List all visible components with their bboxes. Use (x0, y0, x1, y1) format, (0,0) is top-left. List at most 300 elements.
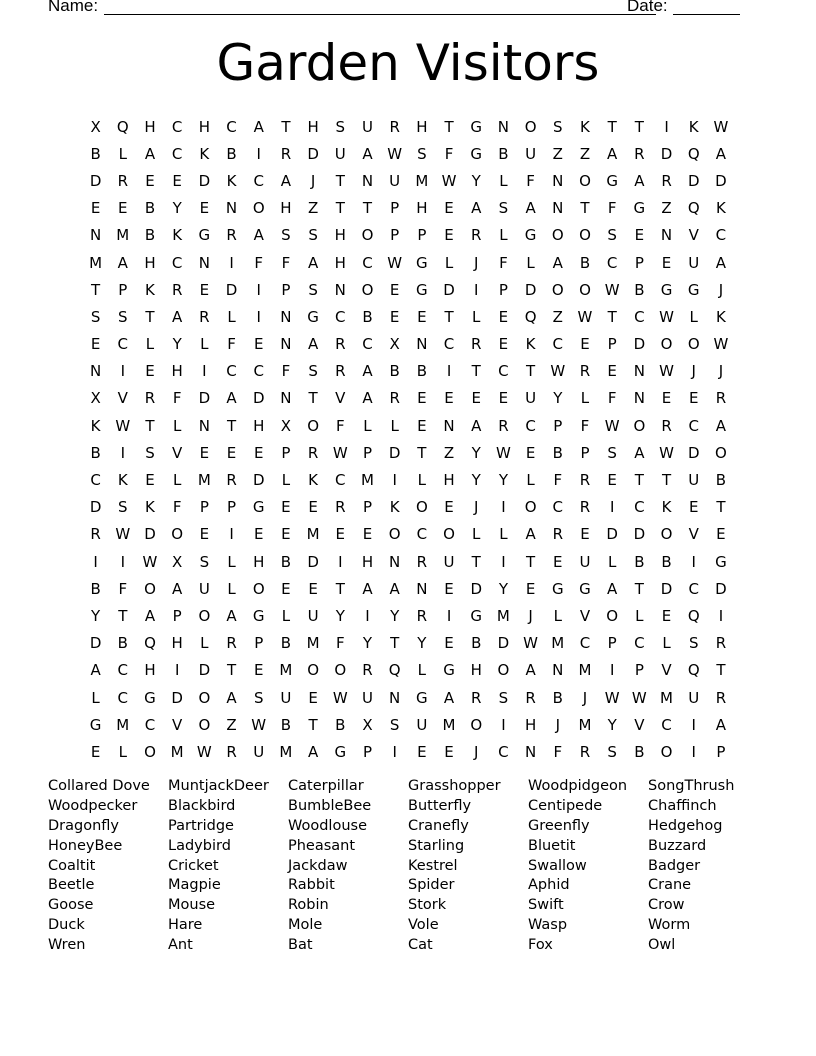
grid-letter[interactable]: R (471, 226, 482, 245)
grid-letter[interactable]: R (171, 280, 183, 299)
grid-letter[interactable]: B (471, 634, 482, 653)
grid-letter[interactable]: E (444, 742, 454, 761)
grid-letter[interactable]: L (363, 416, 372, 435)
grid-letter[interactable]: I (609, 498, 615, 517)
grid-letter[interactable]: R (335, 498, 346, 517)
grid-letter[interactable]: O (361, 226, 374, 245)
grid-letter[interactable]: H (524, 715, 537, 734)
grid-letter[interactable]: E (145, 471, 155, 490)
grid-letter[interactable]: E (444, 579, 454, 598)
grid-letter[interactable]: N (198, 416, 210, 435)
grid-letter[interactable]: W (115, 416, 131, 435)
grid-letter[interactable]: P (362, 742, 372, 761)
grid-letter[interactable]: A (525, 525, 536, 544)
grid-letter[interactable]: P (498, 280, 508, 299)
grid-letter[interactable]: Z (307, 199, 319, 218)
grid-letter[interactable]: M (660, 688, 673, 707)
grid-letter[interactable]: K (199, 144, 210, 163)
grid-letter[interactable]: O (198, 606, 211, 625)
grid-letter[interactable]: G (198, 226, 211, 245)
grid-letter[interactable]: D (633, 525, 646, 544)
grid-letter[interactable]: B (335, 715, 346, 734)
grid-letter[interactable]: Q (116, 117, 129, 136)
grid-letter[interactable]: N (552, 199, 564, 218)
grid-letter[interactable]: G (144, 688, 156, 707)
grid-letter[interactable]: R (226, 742, 237, 761)
grid-letter[interactable]: A (552, 253, 563, 272)
grid-letter[interactable]: O (388, 525, 401, 544)
grid-letter[interactable]: J (691, 362, 696, 381)
grid-letter[interactable]: N (389, 688, 401, 707)
grid-letter[interactable]: Q (687, 199, 700, 218)
grid-letter[interactable]: M (578, 715, 592, 734)
grid-letter[interactable]: O (307, 661, 319, 680)
grid-letter[interactable]: U (525, 389, 537, 408)
grid-letter[interactable]: F (444, 144, 454, 163)
grid-letter[interactable]: O (497, 661, 510, 680)
grid-letter[interactable]: S (118, 498, 128, 517)
grid-letter[interactable]: D (198, 661, 211, 680)
grid-letter[interactable]: S (498, 688, 509, 707)
date-input-line[interactable] (673, 14, 740, 15)
grid-letter[interactable]: A (253, 226, 264, 245)
grid-letter[interactable]: T (145, 416, 155, 435)
grid-letter[interactable]: O (443, 525, 455, 544)
grid-letter[interactable]: I (609, 661, 615, 680)
grid-letter[interactable]: D (687, 443, 700, 462)
grid-letter[interactable]: P (607, 634, 617, 653)
grid-letter[interactable]: O (144, 579, 156, 598)
grid-letter[interactable]: N (416, 335, 428, 354)
grid-letter[interactable]: C (253, 362, 264, 381)
grid-letter[interactable]: C (335, 307, 346, 326)
grid-letter[interactable]: W (332, 443, 348, 462)
grid-letter[interactable]: T (308, 389, 318, 408)
grid-letter[interactable]: M (442, 715, 456, 734)
grid-letter[interactable]: W (387, 144, 403, 163)
grid-letter[interactable]: S (607, 226, 617, 245)
grid-letter[interactable]: I (446, 606, 452, 625)
grid-letter[interactable]: C (688, 579, 699, 598)
grid-letter[interactable]: O (334, 661, 347, 680)
grid-letter[interactable]: E (90, 335, 101, 354)
grid-letter[interactable]: D (144, 525, 156, 544)
grid-letter[interactable]: T (335, 199, 345, 218)
grid-letter[interactable]: S (498, 199, 509, 218)
grid-letter[interactable]: D (660, 144, 673, 163)
grid-letter[interactable]: D (252, 471, 265, 490)
grid-letter[interactable]: V (117, 389, 128, 408)
grid-letter[interactable]: P (227, 498, 237, 517)
grid-letter[interactable]: I (120, 362, 125, 381)
grid-letter[interactable]: L (472, 307, 481, 326)
grid-letter[interactable]: F (227, 335, 236, 354)
grid-letter[interactable]: J (718, 362, 724, 381)
grid-letter[interactable]: H (416, 199, 428, 218)
grid-letter[interactable]: L (281, 471, 291, 490)
grid-letter[interactable]: Y (172, 335, 182, 354)
grid-letter[interactable]: Q (687, 661, 700, 680)
grid-letter[interactable]: C (362, 253, 373, 272)
grid-letter[interactable]: I (691, 742, 696, 761)
grid-letter[interactable]: I (501, 498, 506, 517)
grid-letter[interactable]: Y (471, 171, 481, 190)
grid-letter[interactable]: Q (524, 307, 537, 326)
grid-letter[interactable]: R (661, 171, 672, 190)
grid-letter[interactable]: W (550, 362, 566, 381)
grid-letter[interactable]: T (390, 634, 400, 653)
grid-letter[interactable]: D (89, 634, 102, 653)
grid-letter[interactable]: C (634, 307, 645, 326)
grid-letter[interactable]: U (307, 606, 319, 625)
grid-letter[interactable]: W (577, 307, 593, 326)
grid-letter[interactable]: F (172, 389, 182, 408)
grid-letter[interactable]: P (199, 498, 209, 517)
grid-letter[interactable]: E (389, 280, 400, 299)
grid-letter[interactable]: B (90, 579, 101, 598)
grid-letter[interactable]: W (196, 742, 212, 761)
grid-letter[interactable]: S (281, 226, 291, 245)
grid-letter[interactable]: P (362, 443, 372, 462)
grid-letter[interactable]: P (634, 253, 644, 272)
grid-letter[interactable]: C (144, 715, 156, 734)
grid-letter[interactable]: S (389, 715, 400, 734)
grid-letter[interactable]: U (416, 715, 428, 734)
grid-letter[interactable]: A (253, 117, 264, 136)
grid-letter[interactable]: K (580, 117, 590, 136)
grid-letter[interactable]: O (633, 416, 646, 435)
grid-letter[interactable]: B (226, 144, 237, 163)
grid-letter[interactable]: P (390, 199, 400, 218)
grid-letter[interactable]: R (661, 416, 672, 435)
grid-letter[interactable]: C (606, 253, 618, 272)
grid-letter[interactable]: R (498, 416, 509, 435)
grid-letter[interactable]: F (335, 634, 345, 653)
grid-letter[interactable]: O (144, 742, 156, 761)
grid-letter[interactable]: Y (471, 471, 481, 490)
grid-letter[interactable]: I (120, 443, 125, 462)
grid-letter[interactable]: T (226, 416, 237, 435)
grid-letter[interactable]: J (582, 688, 588, 707)
grid-letter[interactable]: R (226, 471, 237, 490)
grid-letter[interactable]: Y (390, 606, 400, 625)
grid-letter[interactable]: E (90, 199, 101, 218)
grid-letter[interactable]: L (526, 471, 535, 490)
grid-letter[interactable]: C (171, 117, 183, 136)
grid-letter[interactable]: R (579, 498, 591, 517)
grid-letter[interactable]: E (172, 171, 182, 190)
grid-letter[interactable]: N (524, 742, 537, 761)
grid-letter[interactable]: A (607, 579, 618, 598)
grid-letter[interactable]: D (225, 280, 238, 299)
grid-letter[interactable]: L (281, 606, 291, 625)
grid-letter[interactable]: C (226, 362, 237, 381)
grid-letter[interactable]: J (474, 253, 479, 272)
grid-letter[interactable]: H (361, 552, 374, 571)
grid-letter[interactable]: S (335, 117, 346, 136)
grid-letter[interactable]: D (470, 579, 482, 598)
grid-letter[interactable]: E (389, 307, 400, 326)
grid-letter[interactable]: O (524, 498, 537, 517)
grid-letter[interactable]: C (498, 742, 509, 761)
grid-letter[interactable]: O (171, 525, 184, 544)
grid-letter[interactable]: T (308, 715, 318, 734)
grid-letter[interactable]: O (606, 606, 619, 625)
grid-letter[interactable]: C (634, 498, 645, 517)
grid-letter[interactable]: S (118, 307, 128, 326)
grid-letter[interactable]: K (389, 498, 400, 517)
grid-letter[interactable]: L (635, 606, 644, 625)
grid-letter[interactable]: L (580, 389, 590, 408)
grid-letter[interactable]: B (715, 471, 727, 490)
grid-letter[interactable]: T (526, 552, 536, 571)
grid-letter[interactable]: V (579, 606, 591, 625)
grid-letter[interactable]: F (281, 253, 291, 272)
grid-letter[interactable]: I (365, 606, 370, 625)
grid-letter[interactable]: H (198, 117, 210, 136)
grid-letter[interactable]: A (525, 661, 536, 680)
grid-letter[interactable]: R (634, 144, 645, 163)
grid-letter[interactable]: S (90, 307, 101, 326)
grid-letter[interactable]: F (607, 199, 617, 218)
grid-letter[interactable]: U (688, 688, 700, 707)
grid-letter[interactable]: E (417, 742, 427, 761)
grid-letter[interactable]: L (118, 742, 127, 761)
grid-letter[interactable]: K (661, 498, 672, 517)
grid-letter[interactable]: C (715, 226, 727, 245)
grid-letter[interactable]: B (661, 552, 672, 571)
grid-letter[interactable]: U (443, 552, 455, 571)
grid-letter[interactable]: W (659, 362, 674, 381)
grid-letter[interactable]: W (332, 688, 348, 707)
grid-letter[interactable]: B (579, 253, 591, 272)
grid-letter[interactable]: B (90, 144, 101, 163)
grid-letter[interactable]: N (552, 171, 564, 190)
grid-letter[interactable]: B (117, 634, 128, 653)
grid-letter[interactable]: Y (335, 606, 345, 625)
grid-letter[interactable]: T (607, 117, 617, 136)
grid-letter[interactable]: T (444, 117, 454, 136)
grid-letter[interactable]: R (90, 525, 101, 544)
grid-letter[interactable]: D (252, 389, 265, 408)
grid-letter[interactable]: R (471, 335, 482, 354)
grid-letter[interactable]: K (145, 280, 155, 299)
grid-letter[interactable]: V (634, 715, 645, 734)
grid-letter[interactable]: L (472, 525, 481, 544)
grid-letter[interactable]: T (91, 280, 101, 299)
grid-letter[interactable]: A (525, 199, 536, 218)
grid-letter[interactable]: N (361, 171, 374, 190)
grid-letter[interactable]: H (253, 416, 265, 435)
grid-letter[interactable]: M (415, 171, 429, 190)
grid-letter[interactable]: S (688, 634, 699, 653)
grid-letter[interactable]: L (499, 171, 508, 190)
grid-letter[interactable]: E (553, 552, 563, 571)
grid-letter[interactable]: H (334, 226, 346, 245)
grid-letter[interactable]: M (279, 742, 293, 761)
grid-letter[interactable]: B (498, 144, 509, 163)
grid-letter[interactable]: I (446, 362, 452, 381)
grid-letter[interactable]: B (144, 226, 156, 245)
grid-letter[interactable]: M (360, 471, 374, 490)
grid-letter[interactable]: O (198, 688, 211, 707)
grid-letter[interactable]: I (93, 552, 98, 571)
grid-letter[interactable]: N (198, 253, 210, 272)
grid-letter[interactable]: A (362, 389, 373, 408)
grid-letter[interactable]: I (501, 715, 506, 734)
grid-letter[interactable]: L (172, 471, 182, 490)
grid-letter[interactable]: B (634, 280, 645, 299)
grid-letter[interactable]: T (634, 579, 644, 598)
grid-letter[interactable]: E (634, 226, 645, 245)
grid-letter[interactable]: E (661, 389, 672, 408)
grid-letter[interactable]: G (470, 606, 483, 625)
grid-letter[interactable]: N (497, 117, 510, 136)
grid-letter[interactable]: R (144, 389, 156, 408)
grid-letter[interactable]: O (252, 579, 265, 598)
grid-letter[interactable]: F (281, 362, 291, 381)
grid-letter[interactable]: N (89, 362, 102, 381)
grid-letter[interactable]: E (417, 389, 427, 408)
grid-letter[interactable]: O (252, 199, 265, 218)
grid-letter[interactable]: E (498, 389, 509, 408)
grid-letter[interactable]: A (172, 307, 183, 326)
grid-letter[interactable]: U (334, 144, 346, 163)
grid-letter[interactable]: A (607, 144, 618, 163)
grid-letter[interactable]: B (552, 443, 563, 462)
grid-letter[interactable]: D (633, 335, 646, 354)
grid-letter[interactable]: B (280, 715, 292, 734)
grid-letter[interactable]: M (116, 226, 130, 245)
grid-letter[interactable]: K (172, 226, 183, 245)
grid-letter[interactable]: C (688, 416, 699, 435)
grid-letter[interactable]: W (659, 307, 674, 326)
grid-letter[interactable]: I (120, 552, 125, 571)
grid-letter[interactable]: B (416, 362, 427, 381)
grid-letter[interactable]: J (718, 280, 724, 299)
grid-letter[interactable]: E (118, 199, 128, 218)
grid-letter[interactable]: P (362, 498, 372, 517)
grid-letter[interactable]: G (715, 552, 727, 571)
grid-letter[interactable]: O (198, 715, 211, 734)
grid-letter[interactable]: G (334, 742, 347, 761)
grid-letter[interactable]: I (664, 117, 669, 136)
grid-letter[interactable]: E (444, 199, 454, 218)
grid-letter[interactable]: W (631, 688, 647, 707)
grid-letter[interactable]: R (389, 117, 400, 136)
grid-letter[interactable]: P (281, 280, 291, 299)
grid-letter[interactable]: Z (661, 199, 672, 218)
grid-letter[interactable]: O (551, 226, 564, 245)
grid-letter[interactable]: T (471, 362, 481, 381)
grid-letter[interactable]: D (307, 552, 319, 571)
grid-letter[interactable]: D (388, 443, 401, 462)
grid-letter[interactable]: D (715, 171, 727, 190)
grid-letter[interactable]: Q (687, 606, 700, 625)
grid-letter[interactable]: D (198, 389, 211, 408)
grid-letter[interactable]: H (144, 253, 156, 272)
grid-letter[interactable]: A (280, 171, 292, 190)
grid-letter[interactable]: E (498, 335, 509, 354)
grid-letter[interactable]: L (417, 661, 427, 680)
grid-letter[interactable]: O (660, 525, 673, 544)
grid-letter[interactable]: Y (498, 579, 508, 598)
grid-letter[interactable]: T (118, 606, 128, 625)
grid-letter[interactable]: Y (607, 715, 617, 734)
grid-letter[interactable]: B (90, 443, 101, 462)
grid-letter[interactable]: E (335, 525, 346, 544)
grid-letter[interactable]: N (334, 280, 346, 299)
grid-letter[interactable]: T (634, 471, 644, 490)
grid-letter[interactable]: A (226, 688, 237, 707)
grid-letter[interactable]: W (251, 715, 267, 734)
grid-letter[interactable]: T (444, 307, 454, 326)
grid-letter[interactable]: U (361, 688, 373, 707)
grid-letter[interactable]: F (499, 253, 508, 272)
grid-letter[interactable]: U (579, 552, 591, 571)
grid-letter[interactable]: T (335, 579, 345, 598)
grid-letter[interactable]: A (90, 661, 101, 680)
grid-letter[interactable]: D (687, 171, 700, 190)
grid-letter[interactable]: H (416, 117, 428, 136)
grid-letter[interactable]: W (495, 443, 511, 462)
grid-letter[interactable]: P (281, 443, 291, 462)
grid-letter[interactable]: Y (553, 389, 563, 408)
grid-letter[interactable]: K (145, 498, 155, 517)
grid-letter[interactable]: T (417, 443, 427, 462)
grid-letter[interactable]: H (280, 199, 292, 218)
grid-letter[interactable]: R (117, 171, 128, 190)
grid-letter[interactable]: B (552, 688, 563, 707)
grid-letter[interactable]: R (335, 362, 346, 381)
grid-letter[interactable]: K (226, 171, 237, 190)
grid-letter[interactable]: O (660, 742, 673, 761)
grid-letter[interactable]: R (552, 525, 563, 544)
grid-letter[interactable]: R (389, 389, 400, 408)
grid-letter[interactable]: L (390, 416, 399, 435)
grid-letter[interactable]: E (661, 253, 672, 272)
grid-letter[interactable]: U (361, 117, 373, 136)
grid-letter[interactable]: E (253, 661, 264, 680)
grid-letter[interactable]: B (144, 199, 156, 218)
grid-letter[interactable]: C (525, 416, 536, 435)
grid-letter[interactable]: E (281, 525, 291, 544)
grid-letter[interactable]: I (229, 253, 234, 272)
grid-letter[interactable]: G (470, 144, 483, 163)
grid-letter[interactable]: W (604, 280, 620, 299)
grid-letter[interactable]: E (607, 362, 617, 381)
grid-letter[interactable]: H (171, 362, 183, 381)
grid-letter[interactable]: C (117, 688, 129, 707)
grid-letter[interactable]: G (551, 579, 564, 598)
grid-letter[interactable]: J (310, 171, 316, 190)
grid-letter[interactable]: R (715, 389, 727, 408)
grid-letter[interactable]: P (172, 606, 182, 625)
grid-letter[interactable]: I (256, 307, 261, 326)
grid-letter[interactable]: S (607, 443, 617, 462)
grid-letter[interactable]: Z (579, 144, 591, 163)
grid-letter[interactable]: A (117, 253, 128, 272)
grid-letter[interactable]: E (281, 498, 291, 517)
grid-letter[interactable]: T (661, 471, 672, 490)
grid-letter[interactable]: T (335, 171, 345, 190)
grid-letter[interactable]: J (474, 498, 479, 517)
grid-letter[interactable]: A (389, 579, 400, 598)
grid-letter[interactable]: L (200, 634, 209, 653)
grid-letter[interactable]: I (474, 280, 479, 299)
grid-letter[interactable]: I (174, 661, 180, 680)
grid-letter[interactable]: V (688, 525, 699, 544)
